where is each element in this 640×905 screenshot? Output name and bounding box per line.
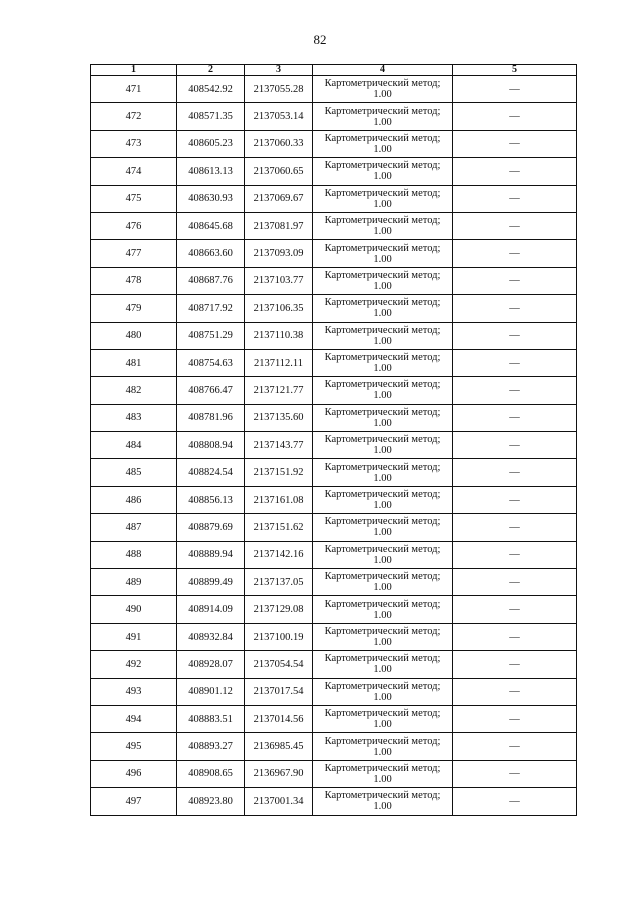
column-header-1: 1 bbox=[91, 65, 177, 76]
table-row bbox=[91, 267, 577, 294]
method-cell bbox=[313, 760, 453, 787]
accuracy-value: 1.00 bbox=[373, 472, 392, 484]
y-coordinate-cell: 2137112.11 bbox=[245, 349, 313, 376]
x-coordinate-cell: 408893.27 bbox=[177, 733, 245, 760]
x-coordinate-cell: 408630.93 bbox=[177, 185, 245, 212]
method-cell bbox=[313, 432, 453, 459]
y-coordinate-cell: 2137055.28 bbox=[245, 76, 313, 103]
accuracy-value: 1.00 bbox=[373, 500, 392, 512]
method-cell bbox=[313, 486, 453, 513]
x-coordinate-cell: 408754.63 bbox=[177, 349, 245, 376]
point-number-cell: 487 bbox=[91, 514, 177, 541]
table-row bbox=[91, 569, 577, 596]
method-text: Картометрический метод; bbox=[324, 352, 441, 364]
accuracy-value: 1.00 bbox=[373, 773, 392, 785]
x-coordinate-cell: 408663.60 bbox=[177, 240, 245, 267]
accuracy-value: 1.00 bbox=[373, 171, 392, 183]
table-row bbox=[91, 623, 577, 650]
column-header-5: 5 bbox=[453, 65, 577, 76]
method-cell bbox=[313, 349, 453, 376]
table-body bbox=[91, 76, 577, 816]
accuracy-value: 1.00 bbox=[373, 116, 392, 128]
y-coordinate-cell: 2137142.16 bbox=[245, 541, 313, 568]
method-cell bbox=[313, 651, 453, 678]
method-cell bbox=[313, 733, 453, 760]
table-row bbox=[91, 103, 577, 130]
x-coordinate-cell: 408766.47 bbox=[177, 377, 245, 404]
x-coordinate-cell: 408571.35 bbox=[177, 103, 245, 130]
point-number-cell: 489 bbox=[91, 569, 177, 596]
method-text: Картометрический метод; bbox=[324, 132, 441, 144]
column-5-cell: — bbox=[453, 760, 577, 787]
column-5-cell: — bbox=[453, 158, 577, 185]
x-coordinate-cell: 408717.92 bbox=[177, 295, 245, 322]
x-coordinate-cell: 408751.29 bbox=[177, 322, 245, 349]
point-number-cell: 474 bbox=[91, 158, 177, 185]
method-text: Картометрический метод; bbox=[324, 489, 441, 501]
accuracy-value: 1.00 bbox=[373, 390, 392, 402]
method-text: Картометрический метод; bbox=[324, 297, 441, 309]
y-coordinate-cell: 2137060.65 bbox=[245, 158, 313, 185]
method-cell bbox=[313, 295, 453, 322]
column-5-cell: — bbox=[453, 623, 577, 650]
point-number-cell: 490 bbox=[91, 596, 177, 623]
point-number-cell: 481 bbox=[91, 349, 177, 376]
point-number-cell: 476 bbox=[91, 212, 177, 239]
point-number-cell: 493 bbox=[91, 678, 177, 705]
method-text: Картометрический метод; bbox=[324, 105, 441, 117]
method-text: Картометрический метод; bbox=[324, 434, 441, 446]
y-coordinate-cell: 2137129.08 bbox=[245, 596, 313, 623]
point-number-cell: 496 bbox=[91, 760, 177, 787]
y-coordinate-cell: 2137081.97 bbox=[245, 212, 313, 239]
x-coordinate-cell: 408542.92 bbox=[177, 76, 245, 103]
accuracy-value: 1.00 bbox=[373, 335, 392, 347]
y-coordinate-cell: 2136967.90 bbox=[245, 760, 313, 787]
method-text: Картометрический метод; bbox=[324, 680, 441, 692]
accuracy-value: 1.00 bbox=[373, 527, 392, 539]
column-5-cell: — bbox=[453, 349, 577, 376]
accuracy-value: 1.00 bbox=[373, 746, 392, 758]
y-coordinate-cell: 2136985.45 bbox=[245, 733, 313, 760]
column-5-cell: — bbox=[453, 322, 577, 349]
table-row bbox=[91, 651, 577, 678]
column-5-cell: — bbox=[453, 678, 577, 705]
accuracy-value: 1.00 bbox=[373, 143, 392, 155]
x-coordinate-cell: 408923.80 bbox=[177, 788, 245, 815]
point-number-cell: 478 bbox=[91, 267, 177, 294]
table-row bbox=[91, 760, 577, 787]
x-coordinate-cell: 408899.49 bbox=[177, 569, 245, 596]
x-coordinate-cell: 408645.68 bbox=[177, 212, 245, 239]
y-coordinate-cell: 2137054.54 bbox=[245, 651, 313, 678]
accuracy-value: 1.00 bbox=[373, 226, 392, 238]
x-coordinate-cell: 408808.94 bbox=[177, 432, 245, 459]
point-number-cell: 486 bbox=[91, 486, 177, 513]
accuracy-value: 1.00 bbox=[373, 417, 392, 429]
column-5-cell: — bbox=[453, 130, 577, 157]
point-number-cell: 492 bbox=[91, 651, 177, 678]
method-text: Картометрический метод; bbox=[324, 461, 441, 473]
column-5-cell: — bbox=[453, 514, 577, 541]
method-cell bbox=[313, 596, 453, 623]
table-row bbox=[91, 514, 577, 541]
y-coordinate-cell: 2137151.92 bbox=[245, 459, 313, 486]
y-coordinate-cell: 2137135.60 bbox=[245, 404, 313, 431]
accuracy-value: 1.00 bbox=[373, 280, 392, 292]
table-row bbox=[91, 678, 577, 705]
page-number: 82 bbox=[313, 32, 327, 47]
accuracy-value: 1.00 bbox=[373, 609, 392, 621]
table-row bbox=[91, 322, 577, 349]
method-text: Картометрический метод; bbox=[324, 543, 441, 555]
x-coordinate-cell: 408914.09 bbox=[177, 596, 245, 623]
method-cell bbox=[313, 678, 453, 705]
table-row bbox=[91, 541, 577, 568]
method-cell bbox=[313, 76, 453, 103]
table-row bbox=[91, 596, 577, 623]
column-5-cell: — bbox=[453, 212, 577, 239]
column-5-cell: — bbox=[453, 267, 577, 294]
method-text: Картометрический метод; bbox=[324, 571, 441, 583]
point-number-cell: 484 bbox=[91, 432, 177, 459]
x-coordinate-cell: 408908.65 bbox=[177, 760, 245, 787]
method-cell bbox=[313, 212, 453, 239]
method-text: Картометрический метод; bbox=[324, 78, 441, 90]
method-cell bbox=[313, 459, 453, 486]
y-coordinate-cell: 2137017.54 bbox=[245, 678, 313, 705]
y-coordinate-cell: 2137161.08 bbox=[245, 486, 313, 513]
method-cell bbox=[313, 267, 453, 294]
column-5-cell: — bbox=[453, 788, 577, 815]
method-text: Картометрический метод; bbox=[324, 516, 441, 528]
y-coordinate-cell: 2137093.09 bbox=[245, 240, 313, 267]
table-row bbox=[91, 404, 577, 431]
x-coordinate-cell: 408901.12 bbox=[177, 678, 245, 705]
method-text: Картометрический метод; bbox=[324, 708, 441, 720]
point-number-cell: 488 bbox=[91, 541, 177, 568]
accuracy-value: 1.00 bbox=[373, 445, 392, 457]
method-text: Картометрический метод; bbox=[324, 790, 441, 802]
table-row bbox=[91, 185, 577, 212]
x-coordinate-cell: 408781.96 bbox=[177, 404, 245, 431]
coordinates-table bbox=[90, 64, 577, 816]
y-coordinate-cell: 2137103.77 bbox=[245, 267, 313, 294]
accuracy-value: 1.00 bbox=[373, 363, 392, 375]
method-cell bbox=[313, 514, 453, 541]
point-number-cell: 482 bbox=[91, 377, 177, 404]
y-coordinate-cell: 2137069.67 bbox=[245, 185, 313, 212]
table-row bbox=[91, 76, 577, 103]
method-cell bbox=[313, 569, 453, 596]
method-text: Картометрический метод; bbox=[324, 242, 441, 254]
column-5-cell: — bbox=[453, 733, 577, 760]
y-coordinate-cell: 2137110.38 bbox=[245, 322, 313, 349]
method-text: Картометрический метод; bbox=[324, 406, 441, 418]
method-text: Картометрический метод; bbox=[324, 187, 441, 199]
y-coordinate-cell: 2137060.33 bbox=[245, 130, 313, 157]
column-5-cell: — bbox=[453, 377, 577, 404]
method-cell bbox=[313, 541, 453, 568]
method-cell bbox=[313, 322, 453, 349]
x-coordinate-cell: 408824.54 bbox=[177, 459, 245, 486]
method-text: Картометрический метод; bbox=[324, 324, 441, 336]
column-header-3: 3 bbox=[245, 65, 313, 76]
column-5-cell: — bbox=[453, 295, 577, 322]
table-row bbox=[91, 295, 577, 322]
x-coordinate-cell: 408605.23 bbox=[177, 130, 245, 157]
accuracy-value: 1.00 bbox=[373, 637, 392, 648]
table-row bbox=[91, 733, 577, 760]
point-number-cell: 495 bbox=[91, 733, 177, 760]
x-coordinate-cell: 408856.13 bbox=[177, 486, 245, 513]
column-5-cell: — bbox=[453, 404, 577, 431]
table-row bbox=[91, 130, 577, 157]
table-header-row bbox=[91, 65, 577, 76]
table-row bbox=[91, 377, 577, 404]
y-coordinate-cell: 2137100.19 bbox=[245, 623, 313, 650]
column-5-cell: — bbox=[453, 103, 577, 130]
accuracy-value: 1.00 bbox=[373, 554, 392, 566]
column-5-cell: — bbox=[453, 596, 577, 623]
y-coordinate-cell: 2137106.35 bbox=[245, 295, 313, 322]
point-number-cell: 491 bbox=[91, 623, 177, 650]
accuracy-value: 1.00 bbox=[373, 253, 392, 265]
method-cell bbox=[313, 788, 453, 815]
point-number-cell: 471 bbox=[91, 76, 177, 103]
method-cell bbox=[313, 377, 453, 404]
x-coordinate-cell: 408889.94 bbox=[177, 541, 245, 568]
method-cell bbox=[313, 185, 453, 212]
y-coordinate-cell: 2137001.34 bbox=[245, 788, 313, 815]
point-number-cell: 485 bbox=[91, 459, 177, 486]
y-coordinate-cell: 2137053.14 bbox=[245, 103, 313, 130]
method-text: Картометрический метод; bbox=[324, 160, 441, 172]
accuracy-value: 1.00 bbox=[373, 198, 392, 210]
column-header-2: 2 bbox=[177, 65, 245, 76]
y-coordinate-cell: 2137137.05 bbox=[245, 569, 313, 596]
x-coordinate-cell: 408687.76 bbox=[177, 267, 245, 294]
y-coordinate-cell: 2137121.77 bbox=[245, 377, 313, 404]
table-row bbox=[91, 432, 577, 459]
table-row bbox=[91, 788, 577, 815]
accuracy-value: 1.00 bbox=[373, 664, 392, 676]
table-row bbox=[91, 158, 577, 185]
method-text: Картометрический метод; bbox=[324, 598, 441, 610]
accuracy-value: 1.00 bbox=[373, 89, 392, 101]
table-row bbox=[91, 486, 577, 513]
table-row bbox=[91, 349, 577, 376]
y-coordinate-cell: 2137143.77 bbox=[245, 432, 313, 459]
column-5-cell: — bbox=[453, 240, 577, 267]
method-text: Картометрический метод; bbox=[324, 653, 441, 665]
x-coordinate-cell: 408928.07 bbox=[177, 651, 245, 678]
accuracy-value: 1.00 bbox=[373, 801, 392, 813]
x-coordinate-cell: 408879.69 bbox=[177, 514, 245, 541]
column-header-4: 4 bbox=[313, 65, 453, 76]
method-text: Картометрический метод; bbox=[324, 626, 441, 637]
column-5-cell: — bbox=[453, 432, 577, 459]
point-number-cell: 480 bbox=[91, 322, 177, 349]
point-number-cell: 477 bbox=[91, 240, 177, 267]
x-coordinate-cell: 408883.51 bbox=[177, 705, 245, 732]
column-5-cell: — bbox=[453, 486, 577, 513]
method-cell bbox=[313, 158, 453, 185]
point-number-cell: 497 bbox=[91, 788, 177, 815]
column-5-cell: — bbox=[453, 651, 577, 678]
point-number-cell: 494 bbox=[91, 705, 177, 732]
point-number-cell: 475 bbox=[91, 185, 177, 212]
method-text: Картометрический метод; bbox=[324, 215, 441, 227]
method-cell bbox=[313, 240, 453, 267]
accuracy-value: 1.00 bbox=[373, 582, 392, 594]
method-cell bbox=[313, 705, 453, 732]
method-cell bbox=[313, 404, 453, 431]
x-coordinate-cell: 408932.84 bbox=[177, 623, 245, 650]
column-5-cell: — bbox=[453, 76, 577, 103]
table-row bbox=[91, 705, 577, 732]
point-number-cell: 483 bbox=[91, 404, 177, 431]
column-5-cell: — bbox=[453, 705, 577, 732]
method-cell bbox=[313, 623, 453, 650]
method-cell bbox=[313, 103, 453, 130]
table-row bbox=[91, 459, 577, 486]
y-coordinate-cell: 2137014.56 bbox=[245, 705, 313, 732]
accuracy-value: 1.00 bbox=[373, 308, 392, 320]
table-row bbox=[91, 240, 577, 267]
table-row bbox=[91, 212, 577, 239]
point-number-cell: 479 bbox=[91, 295, 177, 322]
method-cell bbox=[313, 130, 453, 157]
y-coordinate-cell: 2137151.62 bbox=[245, 514, 313, 541]
x-coordinate-cell: 408613.13 bbox=[177, 158, 245, 185]
point-number-cell: 473 bbox=[91, 130, 177, 157]
point-number-cell: 472 bbox=[91, 103, 177, 130]
column-5-cell: — bbox=[453, 541, 577, 568]
column-5-cell: — bbox=[453, 569, 577, 596]
method-text: Картометрический метод; bbox=[324, 269, 441, 281]
method-text: Картометрический метод; bbox=[324, 379, 441, 391]
method-text: Картометрический метод; bbox=[324, 735, 441, 747]
column-5-cell: — bbox=[453, 185, 577, 212]
method-text: Картометрический метод; bbox=[324, 762, 441, 774]
accuracy-value: 1.00 bbox=[373, 691, 392, 703]
accuracy-value: 1.00 bbox=[373, 719, 392, 731]
column-5-cell: — bbox=[453, 459, 577, 486]
